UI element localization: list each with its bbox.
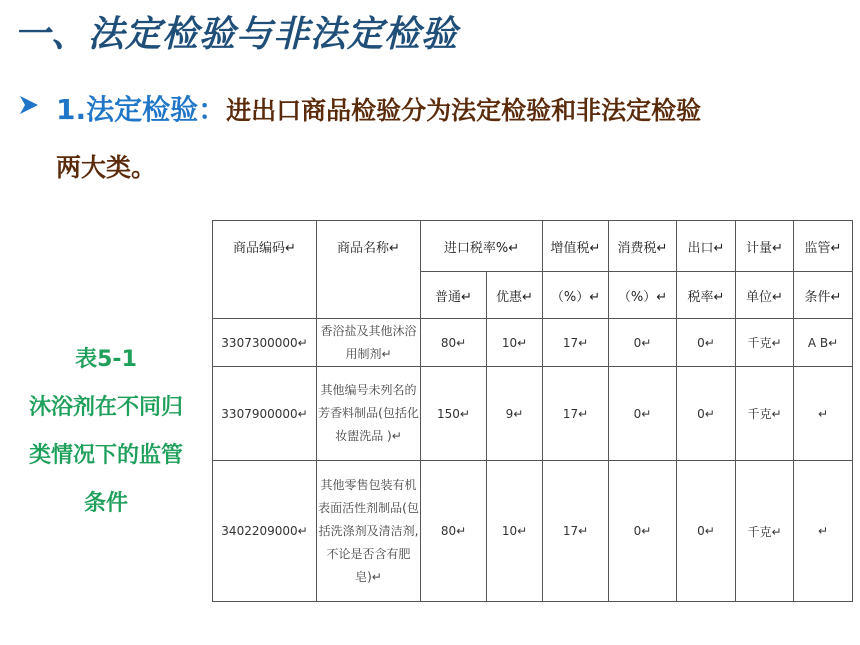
cell-code: 3307900000↵: [213, 367, 317, 461]
tariff-table: [212, 220, 853, 602]
header-vat-top: 增值税↵: [543, 221, 609, 272]
cell-export: 0↵: [677, 367, 736, 461]
header-consumption-top: 消费税↵: [609, 221, 677, 272]
table-row: [213, 367, 853, 461]
cell-normal: 150↵: [421, 367, 487, 461]
cell-export: 0↵: [677, 319, 736, 367]
header-unit-bottom: 单位↵: [736, 272, 794, 319]
header-import-rate: 进口税率%↵: [421, 221, 543, 272]
cell-vat: 17↵: [543, 367, 609, 461]
header-vat-bottom: （%）↵: [543, 272, 609, 319]
cell-name: 其他编号未列名的芳香料制品(包括化妆盥洗品 )↵: [317, 367, 421, 461]
cell-preferential: 10↵: [487, 319, 543, 367]
cell-code: 3307300000↵: [213, 319, 317, 367]
bullet-text: 进出口商品检验分为法定检验和非法定检验: [226, 96, 702, 125]
cell-preferential: 9↵: [487, 367, 543, 461]
header-export-top: 出口↵: [677, 221, 736, 272]
caption-line-4: 条件: [83, 491, 128, 516]
cell-supervision: ↵: [794, 367, 853, 461]
cell-name: 香浴盐及其他沐浴用制剂↵: [317, 319, 421, 367]
cell-consumption: 0↵: [609, 461, 677, 602]
bullet-line-1: [56, 88, 701, 128]
cell-normal: 80↵: [421, 461, 487, 602]
bullet-line-2: 两大类。: [56, 153, 157, 182]
cell-export: 0↵: [677, 461, 736, 602]
cell-vat: 17↵: [543, 461, 609, 602]
caption-line-2: 沐浴剂在不同归: [28, 395, 183, 420]
cell-consumption: 0↵: [609, 367, 677, 461]
header-supervision-top: 监管↵: [794, 221, 853, 272]
cell-vat: 17↵: [543, 319, 609, 367]
header-unit-top: 计量↵: [736, 221, 794, 272]
header-row-1: [213, 221, 853, 272]
bullet-label: 1.法定检验：: [56, 93, 227, 126]
table-row: [213, 461, 853, 602]
header-preferential: 优惠↵: [487, 272, 543, 319]
header-supervision-bottom: 条件↵: [794, 272, 853, 319]
caption-line-1: 表5-1: [75, 347, 137, 372]
table-row: [213, 319, 853, 367]
cell-preferential: 10↵: [487, 461, 543, 602]
caption-line-3: 类情况下的监管: [28, 443, 183, 468]
header-export-bottom: 税率↵: [677, 272, 736, 319]
cell-code: 3402209000↵: [213, 461, 317, 602]
header-name: 商品名称↵: [317, 221, 421, 319]
table-caption: [8, 336, 204, 528]
header-normal: 普通↵: [421, 272, 487, 319]
cell-name: 其他零售包装有机表面活性剂制品(包括洗涤剂及清洁剂,不论是否含有肥皂)↵: [317, 461, 421, 602]
cell-supervision: ↵: [794, 461, 853, 602]
header-consumption-bottom: （%）↵: [609, 272, 677, 319]
cell-unit: 千克↵: [736, 319, 794, 367]
cell-supervision: A B↵: [794, 319, 853, 367]
header-code: 商品编码↵: [213, 221, 317, 319]
cell-consumption: 0↵: [609, 319, 677, 367]
cell-normal: 80↵: [421, 319, 487, 367]
cell-unit: 千克↵: [736, 367, 794, 461]
arrow-bullet-icon: [18, 94, 40, 116]
cell-unit: 千克↵: [736, 461, 794, 602]
slide-title: 一、法定检验与非法定检验: [14, 14, 459, 55]
